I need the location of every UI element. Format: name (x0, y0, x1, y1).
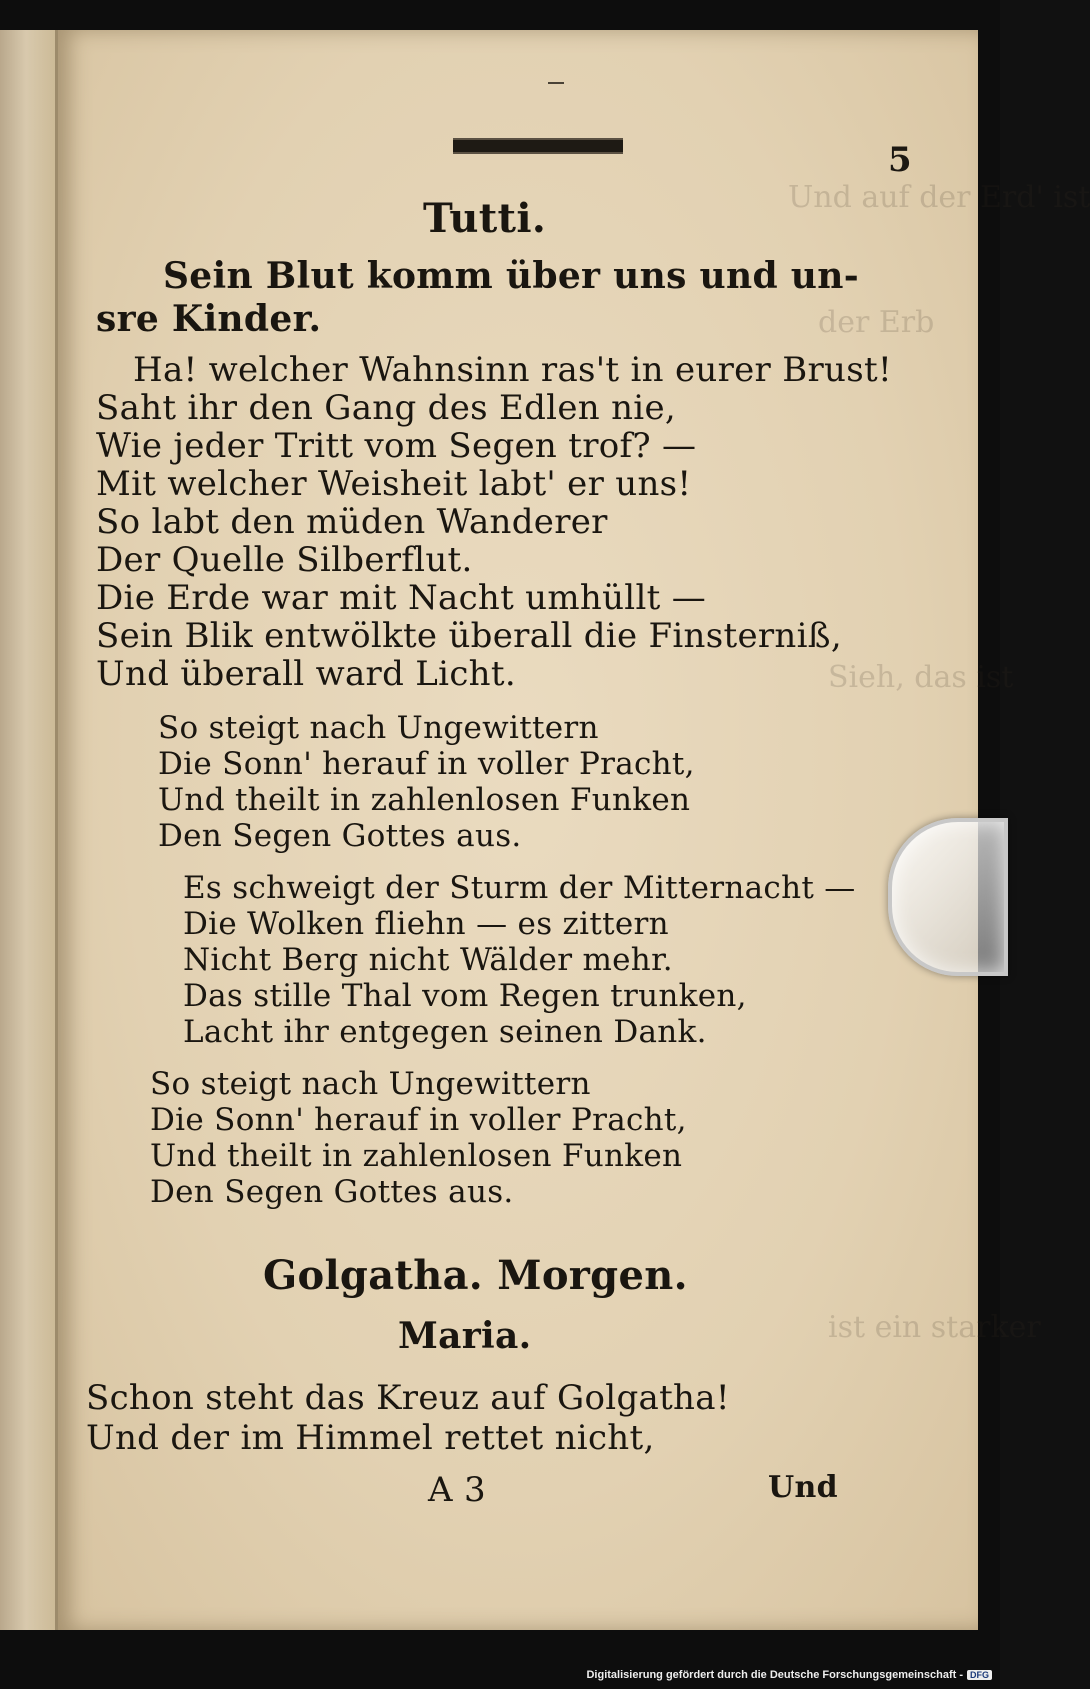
show-through-text: der Erb (818, 305, 935, 340)
text-line: Und der im Himmel rettet nicht, (86, 1418, 655, 1458)
text-line: Wie jeder Tritt vom Segen trof? — (96, 426, 697, 466)
text-line: Und theilt in zahlenlosen Funken (150, 1138, 683, 1174)
text-line: Lacht ihr entgegen seinen Dank. (183, 1014, 707, 1050)
text-line: Es schweigt der Sturm der Mitternacht — (183, 870, 856, 906)
text-line: Die Sonn' herauf in voller Pracht, (158, 746, 695, 782)
catchword: Und (768, 1470, 838, 1505)
text-line: Sein Blut komm über uns und un- (163, 255, 859, 297)
text-line: Die Sonn' herauf in voller Pracht, (150, 1102, 687, 1138)
text-line: Das stille Thal vom Regen trunken, (183, 978, 747, 1014)
magnifier-glass (888, 818, 1008, 976)
dfg-logo: DFG (967, 1670, 992, 1680)
text-line: Schon steht das Kreuz auf Golgatha! (86, 1378, 730, 1418)
text-line: So steigt nach Ungewittern (150, 1066, 591, 1102)
top-mark (548, 82, 564, 84)
golgatha-heading: Golgatha. Morgen. (263, 1252, 688, 1299)
show-through-text: Sieh, das ist (828, 660, 1014, 695)
show-through-text: Und auf der Erd' ist (788, 180, 1090, 215)
page-number: 5 (888, 140, 912, 180)
text-line: So labt den müden Wanderer (96, 502, 608, 542)
text-line: Die Wolken fliehn — es zittern (183, 906, 669, 942)
book-page (55, 30, 1090, 1630)
text-line: Sein Blik entwölkte überall die Finsterniß, (96, 616, 842, 656)
text-line: Den Segen Gottes aus. (158, 818, 522, 854)
tutti-heading: Tutti. (423, 195, 547, 242)
text-line: Die Erde war mit Nacht umhüllt — (96, 578, 707, 618)
text-line: Und überall ward Licht. (96, 654, 516, 694)
text-line: Nicht Berg nicht Wälder mehr. (183, 942, 673, 978)
credit-text: Digitalisierung gefördert durch die Deutsche Forschungsgemeinschaft - (586, 1669, 963, 1681)
text-line: sre Kinder. (96, 298, 322, 340)
text-line: Und theilt in zahlenlosen Funken (158, 782, 691, 818)
text-line: So steigt nach Ungewittern (158, 710, 599, 746)
previous-page-edge (0, 30, 60, 1630)
signature-mark: A 3 (428, 1470, 486, 1510)
digitization-credit (586, 1664, 992, 1686)
text-line: Den Segen Gottes aus. (150, 1174, 514, 1210)
text-line: Der Quelle Silberflut. (96, 540, 473, 580)
text-line: Saht ihr den Gang des Edlen nie, (96, 388, 676, 428)
text-line: Mit welcher Weisheit labt' er uns! (96, 464, 692, 504)
text-line: Ha! welcher Wahnsinn ras't in eurer Brust! (133, 350, 892, 390)
show-through-text: ist ein starker (828, 1310, 1041, 1345)
ornamental-rule (453, 138, 623, 154)
maria-heading: Maria. (398, 1315, 532, 1357)
